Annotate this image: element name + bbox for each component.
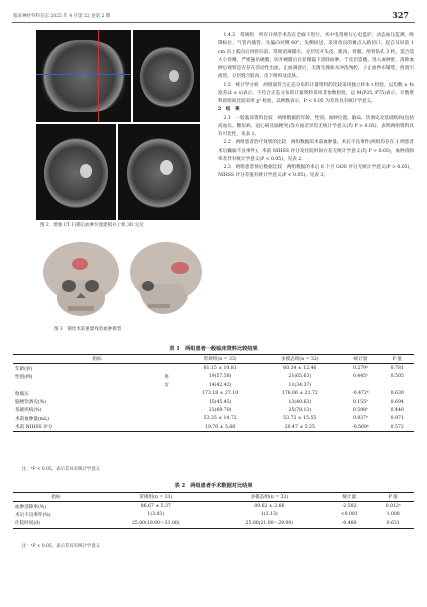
ct-scan-axial-3	[118, 124, 200, 220]
column-header: P 值	[372, 493, 414, 502]
table-cell: 0.279ᵃ	[352, 366, 368, 372]
paragraph: 2.3 两组患者预后数据比较 两组数据的术后 6 个月 GOS 评分无统计学意义(P > 0.05)，NIHSS 评分差值有统计学意义(P < 0.05)。见表 3。	[218, 165, 414, 179]
journal-header: 临床神经外科杂志 2025 年 4 月第 22 卷第 2 期	[13, 14, 111, 19]
table-cell: 0.037ᵃ	[352, 416, 368, 422]
table-cell: -2.582	[341, 504, 357, 510]
table-cell: 0.505	[390, 374, 404, 380]
table-cell: 15(45.45)	[208, 399, 232, 405]
table-row	[13, 502, 414, 511]
column-header: 多模态组(n = 32)	[213, 493, 327, 502]
table-cell: 25.00(21.00～29.00)	[213, 519, 327, 528]
table-cell: 23(69.70)	[208, 407, 232, 413]
table-cell: 89.62 ± 3.66	[254, 504, 285, 510]
paragraph: 2.2 两组患者治疗效果的比较 两组数据的术前血肿量、术后不良事件(两组均存在 1 例患者术后癫痫不良事件)，术前 NIHSS 评分及住院时间方差无统计学意义(均 P > 0.05)，血肿清除率差异有统计学意义(P < 0.05)。见表 2。	[218, 140, 414, 162]
table-cell: 0.781	[390, 366, 404, 372]
table-cell: 1.000	[386, 512, 400, 518]
table-cell: 基础疾病(%)	[15, 408, 42, 414]
table-row	[13, 381, 414, 389]
table-cell: -0.569ᵃ	[340, 423, 380, 432]
table-cell	[152, 390, 181, 398]
paragraph: 1.4.2 常规组 所有开颅手术均在全麻下进行，术中电常规行心电监护，动态血压监测，吸降标位，气管内插管。头偏向对侧 60°，头侧回送，采用改良的翼点入路切口，起自耳屏前 1 cm 向上弧向后再折向前。常规消毒铺巾，分层切开头皮、肌肉、骨膜，颅骨钻孔 3 枚，造合适大小骨瓣，严密悬吊硬膜，切开硬膜后在显微镜下清除血肿，于皮层造瘘，进入血肿腔，清除血肿后观察是否存在活动性出血，止血满意后，无菌生理盐水冲洗残腔，子止血纱布铺垫，放置引流管，分层缝合肌肉，皮下组织及皮肤。	[218, 33, 414, 80]
table-cell: 14(42.42)	[208, 382, 232, 388]
ct-scan-grid	[36, 30, 200, 220]
table-cell: 21(65.63)	[288, 374, 312, 380]
table-cell: 53.35 ± 14.72	[203, 416, 237, 422]
table-cell: 86.67 ± 5.37	[140, 504, 171, 510]
table-cell: 收缩压	[15, 391, 29, 397]
table-cell: 173.18 ± 27.10	[202, 391, 239, 397]
column-header: 常规组(n = 33)	[181, 355, 259, 364]
table-1-note: 注：ᵃP < 0.05，表示差异有统计学意义	[22, 467, 100, 472]
column-header: 常规组(n = 33)	[99, 493, 213, 502]
table-cell: 0.639	[390, 391, 404, 397]
table-cell: 性别(例)	[15, 374, 33, 380]
body-text-column	[218, 32, 414, 181]
column-header: 多模态组(n = 32)	[259, 355, 340, 364]
table-cell	[380, 381, 414, 389]
skull-model-left	[36, 238, 126, 320]
table-cell: -0.472ᵃ	[352, 391, 369, 397]
table-1-title: 表 1 两组患者一般临床资料比较结果	[169, 346, 258, 352]
table-cell: 0.971	[390, 416, 404, 422]
table-cell	[152, 406, 181, 414]
table-cell	[152, 398, 181, 406]
table-cell: 53.72 ± 15.55	[283, 416, 317, 422]
axial-slice-1	[140, 46, 194, 108]
table-cell: 19.70 ± 5.68	[181, 423, 259, 432]
table-cell: 13(40.63)	[288, 399, 312, 405]
table-cell: 61.15 ± 10.81	[203, 366, 237, 372]
table-cell	[340, 381, 380, 389]
table-row	[13, 364, 414, 373]
table-row	[13, 423, 414, 432]
skull-model-right	[122, 238, 208, 320]
paragraph: 1.5 统计学分析 两组间符合正态分布的计量资料的比较采用独立样本 t 检验，以均数 ± 标准差(x̄ ± s)表示，不符合正态分布的计量资料采用非参数检验，以 M(P25, P75)表示，计数资料的组间比较采用 χ² 检验，以例数表示，P < 0.05 为差异具有统计学意义。	[218, 82, 414, 104]
table-cell: 60.34 ± 12.46	[283, 366, 317, 372]
column-header: 统计量	[326, 493, 372, 502]
table-cell: 176.06 ± 21.72	[281, 391, 318, 397]
table-cell: 住院时间(d)	[13, 519, 99, 528]
table-row	[13, 390, 414, 398]
table-2-note: 注：ᵃP < 0.05，表示差异有统计学意义	[22, 544, 100, 549]
table-cell: 0.445ᵇ	[352, 374, 368, 380]
table-cell: 年龄(岁)	[15, 366, 33, 372]
table-cell	[152, 415, 181, 423]
figure-3-caption: 图 3 钢丝术前重建残余血肿模型	[54, 327, 122, 332]
table-cell: 1(3.13)	[260, 512, 278, 518]
table-row	[13, 415, 414, 423]
table-cell: 0.694	[390, 399, 404, 405]
table-cell: 男	[164, 374, 169, 380]
table-row	[13, 519, 414, 528]
axial-slice-3	[127, 138, 191, 208]
table-2	[13, 492, 414, 529]
table-cell	[13, 381, 152, 389]
table-cell: 19(57.58)	[208, 374, 232, 380]
hematoma-mark	[160, 160, 173, 175]
sagittal-slice	[41, 40, 126, 112]
table-cell: 术前血肿量(mL)	[15, 416, 49, 422]
table-cell: 25.00(19.00～31.00)	[99, 519, 213, 528]
table-2-title: 表 2 两组患者手术数据对比结果	[174, 483, 253, 489]
column-header: 指标	[13, 493, 99, 502]
table-row	[13, 398, 414, 406]
table-cell: 血肿清除率(%)	[15, 504, 46, 510]
table-1	[13, 354, 414, 432]
crosshair-vertical	[98, 30, 99, 122]
ct-scan-axial-2	[36, 124, 116, 220]
paragraph: 2.1 一般临床资料比较 两组数据的年龄、性别、血肿位置、脑疝、饮酒史及基础疾病(包括高血压、糖尿病、冠心病及脑梗死)等方面差异均无统计学意义(均 P > 0.05)，表明两组资料具有可比性，见表 1。	[218, 115, 414, 137]
header-rule	[12, 22, 415, 23]
table-cell: 0.572	[380, 423, 414, 432]
table-cell	[152, 364, 181, 373]
column-header: P 值	[380, 355, 414, 364]
figure-2-caption: 图 2 增强 CT 扫描后血肿位置建模并上机 3D 定位	[40, 223, 144, 228]
table-cell: <0.001	[340, 512, 358, 518]
table-cell: 脑梗饮酒史(%)	[15, 400, 46, 406]
ct-scan-axial-1	[133, 30, 200, 122]
table-cell	[152, 423, 181, 432]
column-header: 指标	[13, 355, 181, 364]
crosshair-horizontal	[36, 74, 131, 75]
hematoma-mark	[80, 164, 92, 178]
table-cell: 1(3.03)	[147, 512, 165, 518]
table-cell: 0.012ᵃ	[385, 504, 401, 510]
table-row	[13, 406, 414, 414]
table-row	[13, 511, 414, 519]
page-number: 327	[392, 10, 409, 20]
table-cell: -0.480	[326, 519, 372, 528]
column-header: 统计量	[340, 355, 380, 364]
table-cell: 25(78.13)	[288, 407, 312, 413]
table-cell: 术后不良事件(%)	[15, 512, 51, 518]
hematoma-mark	[169, 70, 179, 82]
table-cell: 0.631	[372, 519, 414, 528]
section-heading: 2 结 果	[218, 107, 240, 113]
ct-scan-sagittal	[36, 30, 131, 122]
skull-model-panel	[36, 238, 206, 320]
table-cell: 0.155ᵇ	[352, 399, 368, 405]
table-cell: 0.598ᵇ	[352, 407, 368, 413]
table-cell: 女	[164, 383, 169, 389]
table-cell: 术前 NIHSS 评分	[13, 423, 152, 432]
table-cell: 20.47 ± 5.25	[259, 423, 340, 432]
table-row	[13, 373, 414, 381]
table-cell: 0.440	[390, 407, 404, 413]
table-cell: 11(34.37)	[288, 382, 312, 388]
axial-slice-2	[44, 138, 108, 208]
